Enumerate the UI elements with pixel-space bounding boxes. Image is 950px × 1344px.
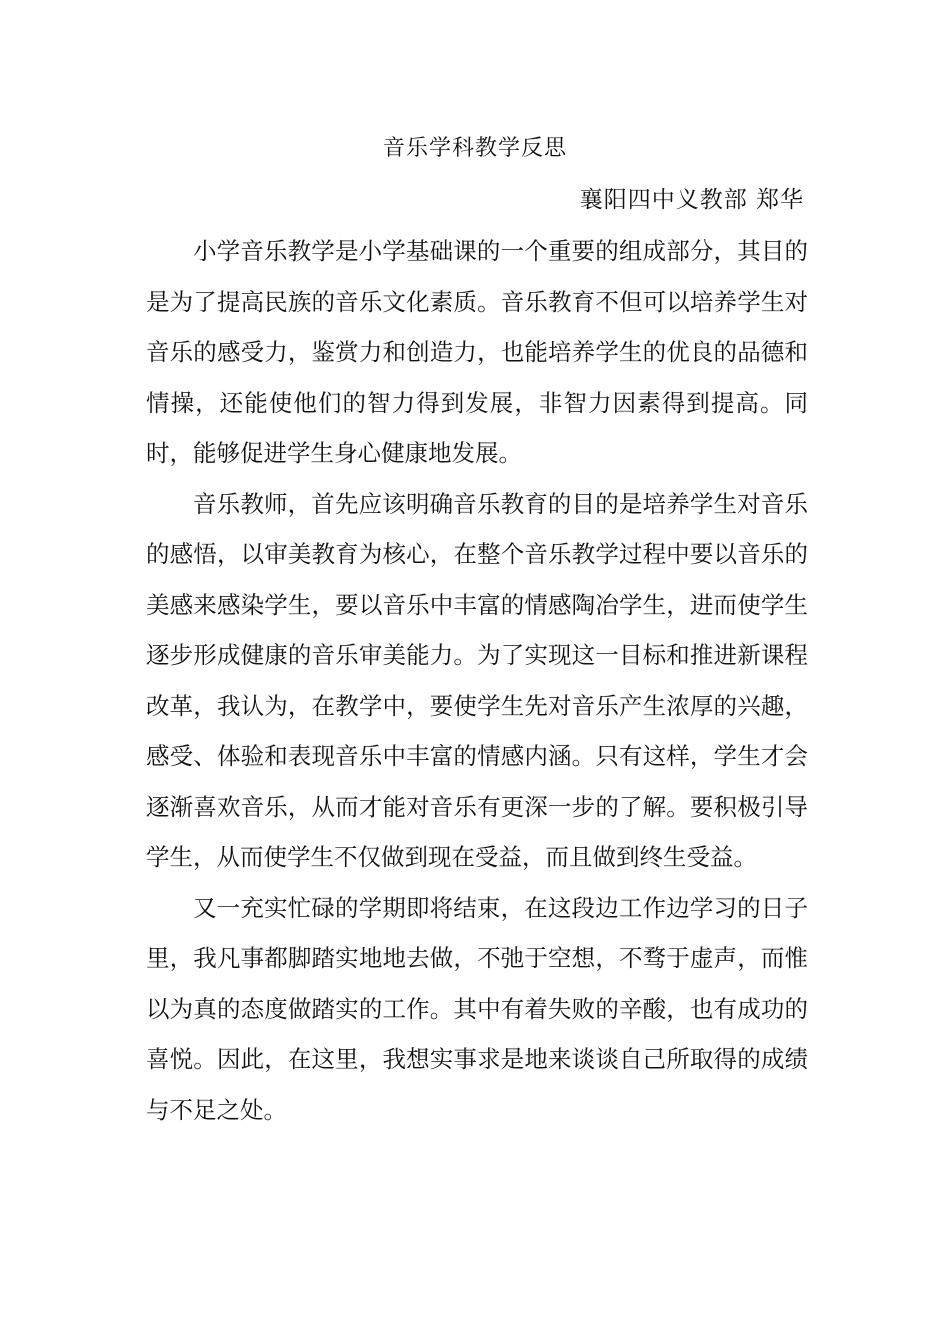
document-author: 襄阳四中义教部 郑华 <box>579 187 804 213</box>
document-title: 音乐学科教学反思 <box>382 136 567 161</box>
document-body <box>146 226 808 1135</box>
paragraph-3: 又一充实忙碌的学期即将结束，在这段边工作边学习的日子里，我凡事都脚踏实地地去做，不弛于空想，不骛于虚声，而惟以为真的态度做踏实的工作。其中有着失败的辛酸，也有成功的喜悦。因此，在这里，我想实事求是地来谈谈自己所取得的成绩与不足之处。 <box>146 893 808 1124</box>
paragraph-2: 音乐教师，首先应该明确音乐教育的目的是培养学生对音乐的感悟，以审美教育为核心，在整个音乐教学过程中要以音乐的美感来感染学生，要以音乐中丰富的情感陶冶学生，进而使学生逐步形成健康的音乐审美能力。为了实现这一目标和推进新课程改革，我认为，在教学中，要使学生先对音乐产生浓厚的兴趣，感受、体验和表现音乐中丰富的情感内涵。只有这样，学生才会逐渐喜欢音乐，从而才能对音乐有更深一步的了解。要积极引导学生，从而使学生不仅做到现在受益，而且做到终生受益。 <box>146 489 808 871</box>
paragraph-1: 小学音乐教学是小学基础课的一个重要的组成部分，其目的是为了提高民族的音乐文化素质。音乐教育不但可以培养学生对音乐的感受力，鉴赏力和创造力，也能培养学生的优良的品德和情操，还能使他们的智力得到发展，非智力因素得到提高。同时，能够促进学生身心健康地发展。 <box>146 237 808 467</box>
